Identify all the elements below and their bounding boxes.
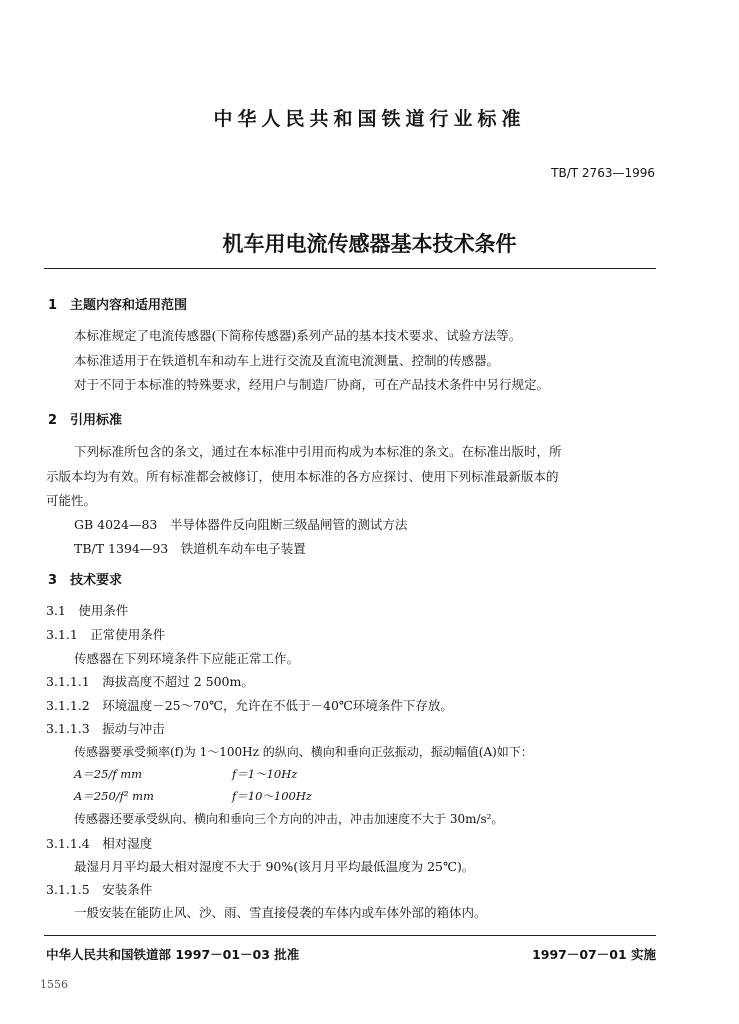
formula-1-frequency: f＝1～10Hz [232, 767, 298, 781]
formula-2-amplitude: A＝250/f² mm [74, 789, 154, 803]
section-2-heading: 2 引用标准 [48, 413, 123, 428]
clause-3-1-1-1: 3.1.1.1 海拔高度不超过 2 500m。 [46, 674, 254, 689]
clause-3-1-1-2: 3.1.1.2 环境温度－25～70℃，允许在不低于－40℃环境条件下存放。 [46, 698, 453, 713]
clause-3-1-1-5: 3.1.1.5 安装条件 [46, 882, 153, 897]
page-number: 1556 [40, 978, 68, 991]
section-2-paragraph-line-2: 示版本均为有效。所有标准都会被修订，使用本标准的各方应探讨、使用下列标准最新版本的 [46, 469, 559, 484]
formula-1-amplitude: A＝25/f mm [74, 767, 143, 781]
footer-rule [44, 935, 656, 936]
shock-text: 传感器还要承受纵向、横向和垂向三个方向的冲击，冲击加速度不大于 30m/s²。 [74, 812, 504, 826]
clause-3-1-1-text: 传感器在下列环境条件下应能正常工作。 [74, 651, 300, 666]
document-title: 机车用电流传感器基本技术条件 [222, 232, 517, 256]
reference-tbt-1394: TB/T 1394—93 铁道机车动车电子装置 [74, 541, 306, 556]
section-3-heading: 3 技术要求 [48, 573, 123, 588]
section-1-heading: 1 主题内容和适用范围 [48, 298, 188, 313]
approval-line: 中华人民共和国铁道部 1997－01－03 批准 [46, 947, 300, 962]
section-1-paragraph-2: 本标准适用于在铁道机车和动车上进行交流及直流电流测量、控制的传感器。 [74, 353, 500, 368]
standard-category-header: 中华人民共和国铁道行业标准 [213, 108, 526, 130]
section-2-paragraph-line-1: 下列标准所包含的条文，通过在本标准中引用而构成为本标准的条文。在标准出版时，所 [74, 444, 562, 459]
section-1-paragraph-3: 对于不同于本标准的特殊要求，经用户与制造厂协商，可在产品技术条件中另行规定。 [74, 377, 550, 392]
humidity-text: 最湿月月平均最大相对湿度不大于 90%(该月月平均最低温度为 25℃)。 [74, 859, 475, 874]
standard-number: TB/T 2763—1996 [551, 166, 655, 180]
clause-3-1: 3.1 使用条件 [46, 603, 129, 618]
installation-text: 一般安装在能防止风、沙、雨、雪直接侵袭的车体内或车体外部的箱体内。 [74, 905, 487, 920]
reference-gb-4024: GB 4024—83 半导体器件反向阻断三级晶闸管的测试方法 [74, 517, 408, 532]
vibration-text: 传感器要承受频率(f)为 1～100Hz 的纵向、横向和垂向正弦振动，振动幅值(A)如下： [74, 745, 533, 759]
clause-3-1-1: 3.1.1 正常使用条件 [46, 627, 166, 642]
implementation-date: 1997－07－01 实施 [532, 947, 656, 962]
section-2-paragraph-line-3: 可能性。 [46, 493, 97, 508]
clause-3-1-1-3: 3.1.1.3 振动与冲击 [46, 721, 165, 736]
clause-3-1-1-4: 3.1.1.4 相对湿度 [46, 836, 153, 851]
section-1-paragraph-1: 本标准规定了电流传感器(下简称传感器)系列产品的基本技术要求、试验方法等。 [74, 328, 522, 343]
formula-2-frequency: f＝10～100Hz [232, 789, 312, 803]
title-rule [44, 268, 656, 269]
